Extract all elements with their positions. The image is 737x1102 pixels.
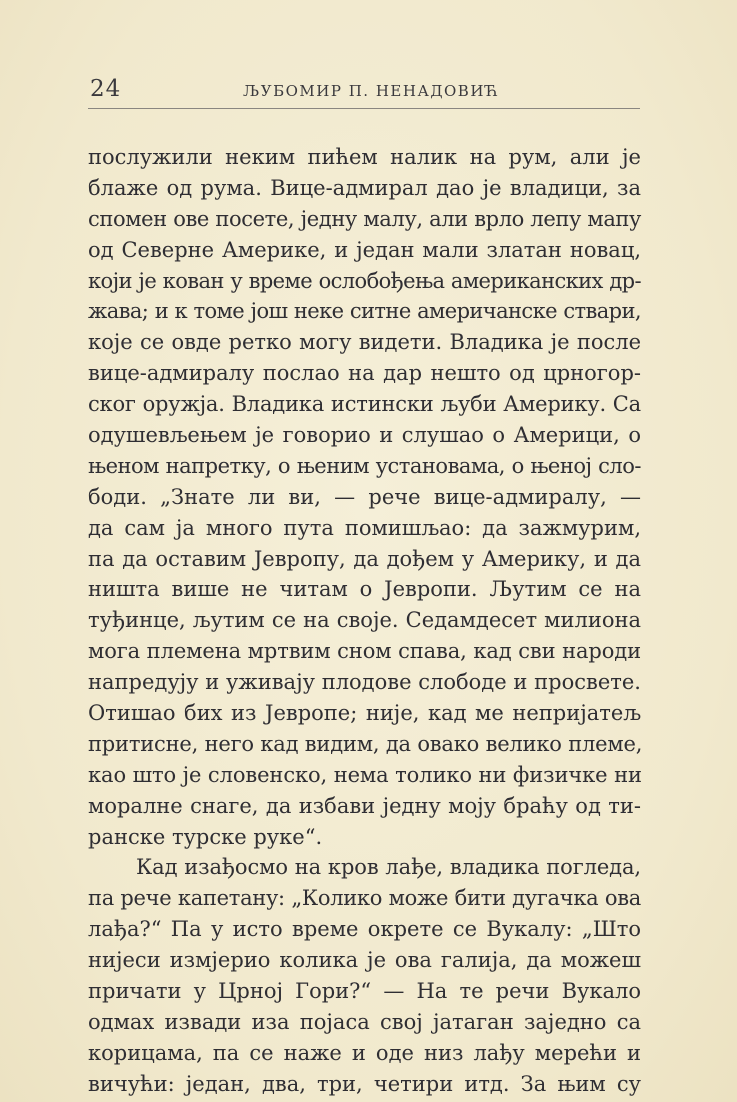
text-line: које се овде ретко могу видети. Владика је после — [88, 330, 641, 355]
text-line: причати у Црној Гори?“ — На те речи Вукало — [88, 979, 641, 1004]
page-header — [88, 76, 640, 109]
text-line: мога племена мртвим сном спава, кад сви народи — [88, 639, 641, 664]
text-line: ранске турске руке“. — [88, 824, 323, 849]
text-line: моралне снаге, да избави једну моју браћу од ти- — [88, 793, 641, 818]
text-line: ског оружја. Владика истински љуби Америку. Са — [88, 392, 641, 417]
text-line: туђинце, љутим се на своје. Седамдесет милиона — [88, 608, 641, 633]
text-line: корицама, па се наже и оде низ лађу мерећи и — [88, 1040, 641, 1065]
body-text — [88, 142, 641, 1100]
text-line: лађа?“ Па у исто време окрете се Вукалу: „Што — [88, 917, 641, 942]
text-line: напредују и уживају плодове слободе и просвете. — [88, 670, 641, 695]
text-line: послужили неким пићем налик на рум, али је — [88, 145, 641, 169]
text-line: блаже од рума. Вице-адмирал дао је владици, за — [88, 175, 641, 200]
text-line: жава; и к томе још неке ситне америчанске ствари, — [88, 299, 641, 324]
text-line: нијеси измјерио колика је ова галија, да можеш — [88, 948, 641, 973]
running-head: ЉУБОМИР П. НЕНАДОВИЋ — [243, 82, 500, 100]
text-line: одмах извади иза појаса свој јатаган заједно са — [88, 1009, 641, 1034]
text-line: па рече капетану: „Колико може бити дугачка ова — [88, 886, 641, 911]
text-line: који је кован у време ослобођења американских др- — [88, 268, 641, 293]
text-line: да сам ја много пута помишљао: да зажмурим, — [88, 515, 641, 540]
text-line: па да оставим Јевропу, да дођем у Америку, и да — [88, 546, 641, 571]
page-number: 24 — [90, 76, 122, 102]
text-line: спомен ове посете, једну малу, али врло лепу мапу — [88, 206, 641, 231]
text-line: од Северне Америке, и један мали златан новац, — [88, 237, 641, 262]
text-line: њеном напретку, о њеним установама, о њеној сло- — [88, 453, 641, 478]
text-line: Кад изађосмо на кров лађе, владика погледа, — [136, 855, 641, 880]
text-line: вичући: један, два, три, четири итд. За њим су — [88, 1071, 641, 1096]
text-line: боди. „Знате ли ви, — рече вице-адмиралу, — — [88, 484, 641, 509]
text-line: као што је словенско, нема толико ни физичке ни — [88, 762, 642, 787]
text-line: Отишао бих из Јевропе; није, кад ме непријатељ — [88, 701, 641, 726]
text-line: одушевљењем је говорио и слушао о Америци, о — [88, 423, 641, 448]
text-line: вице-адмиралу послао на дар нешто од црногор- — [88, 361, 641, 386]
text-line: ништа више не читам о Јевропи. Љутим се на — [88, 577, 641, 602]
text-line: притисне, него кад видим, да овако велико племе, — [88, 731, 643, 756]
